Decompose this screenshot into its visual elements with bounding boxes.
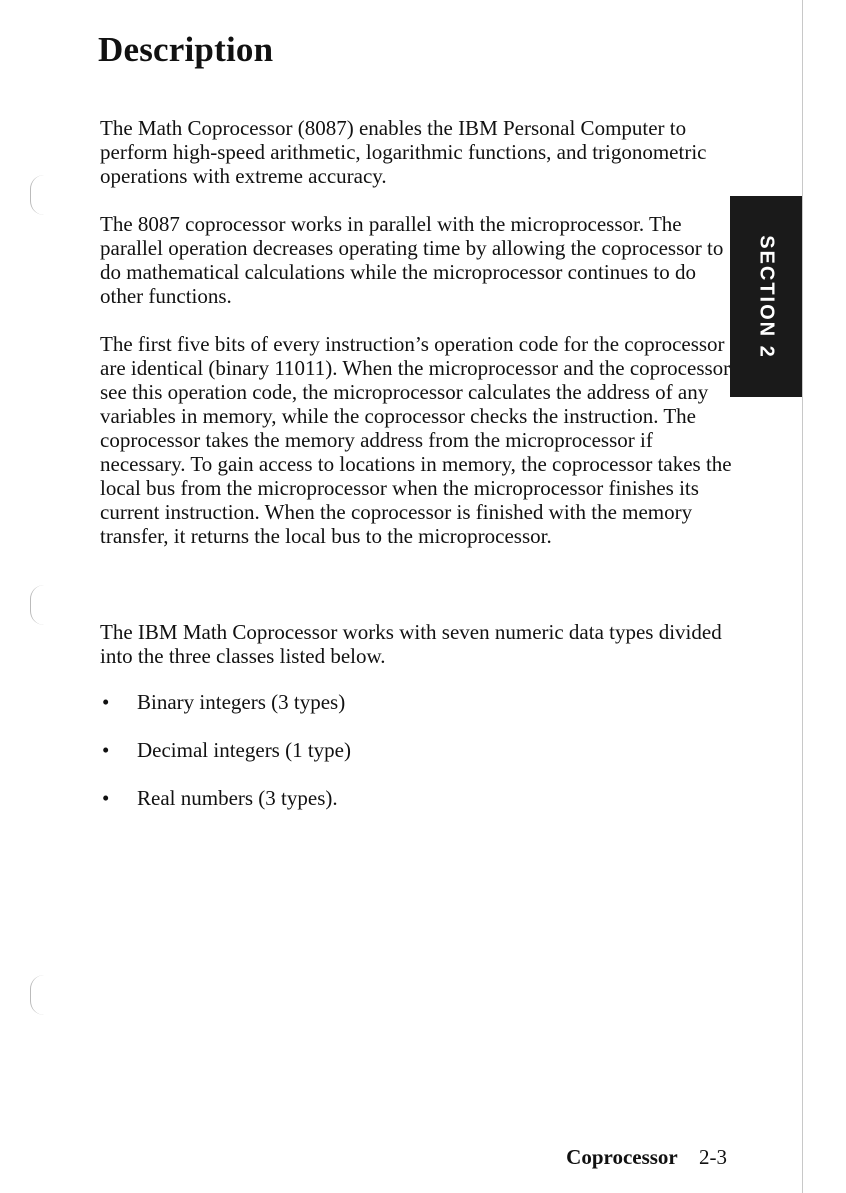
bullet-icon: • [102, 786, 110, 810]
section-tab [730, 196, 802, 397]
paragraph-instruction-handling: The first five bits of every instruction’s operation code for the coprocessor are identical (binary 11011). When the microprocessor and the coprocessor see this operation code, the microprocessor calculates the address of any variables in memory, while the coprocessor checks the instruction. The coprocessor takes the memory address from the microprocessor if necessary. To gain access to locations in memory, the coprocessor takes the local bus from the microprocessor when the microprocessor finishes its current instruction. When the coprocessor is finished with the memory transfer, it returns the local bus to the microprocessor. [100, 332, 732, 548]
list-item [100, 786, 351, 810]
punch-hole-mark [30, 975, 45, 1015]
footer-chapter-title: Coprocessor [566, 1145, 678, 1169]
punch-hole-mark [30, 175, 45, 215]
page-title: Description [98, 30, 274, 69]
section-tab-label: SECTION 2 [755, 234, 778, 359]
footer-page-number: 2-3 [699, 1145, 727, 1169]
bullet-icon: • [102, 738, 110, 762]
bullet-icon: • [102, 690, 110, 714]
list-item-text: Real numbers (3 types). [137, 786, 338, 810]
list-item-text: Decimal integers (1 type) [137, 738, 351, 762]
punch-hole-mark [30, 585, 45, 625]
list-item [100, 690, 351, 714]
list-item [100, 738, 351, 762]
data-type-list [100, 690, 351, 834]
paragraph-parallel-operation: The 8087 coprocessor works in parallel with the microprocessor. The parallel operation decreases operating time by allowing the coprocessor to do mathematical calculations while the microprocessor continues to do other functions. [100, 212, 724, 308]
paragraph-data-types: The IBM Math Coprocessor works with seven numeric data types divided into the three classes listed below. [100, 620, 722, 668]
list-item-text: Binary integers (3 types) [137, 690, 346, 714]
paragraph-overview: The Math Coprocessor (8087) enables the IBM Personal Computer to perform high-speed arithmetic, logarithmic functions, and trigonometric operations with extreme accuracy. [100, 116, 707, 188]
binding-edge-line [802, 0, 803, 1193]
page-footer [566, 1143, 727, 1171]
